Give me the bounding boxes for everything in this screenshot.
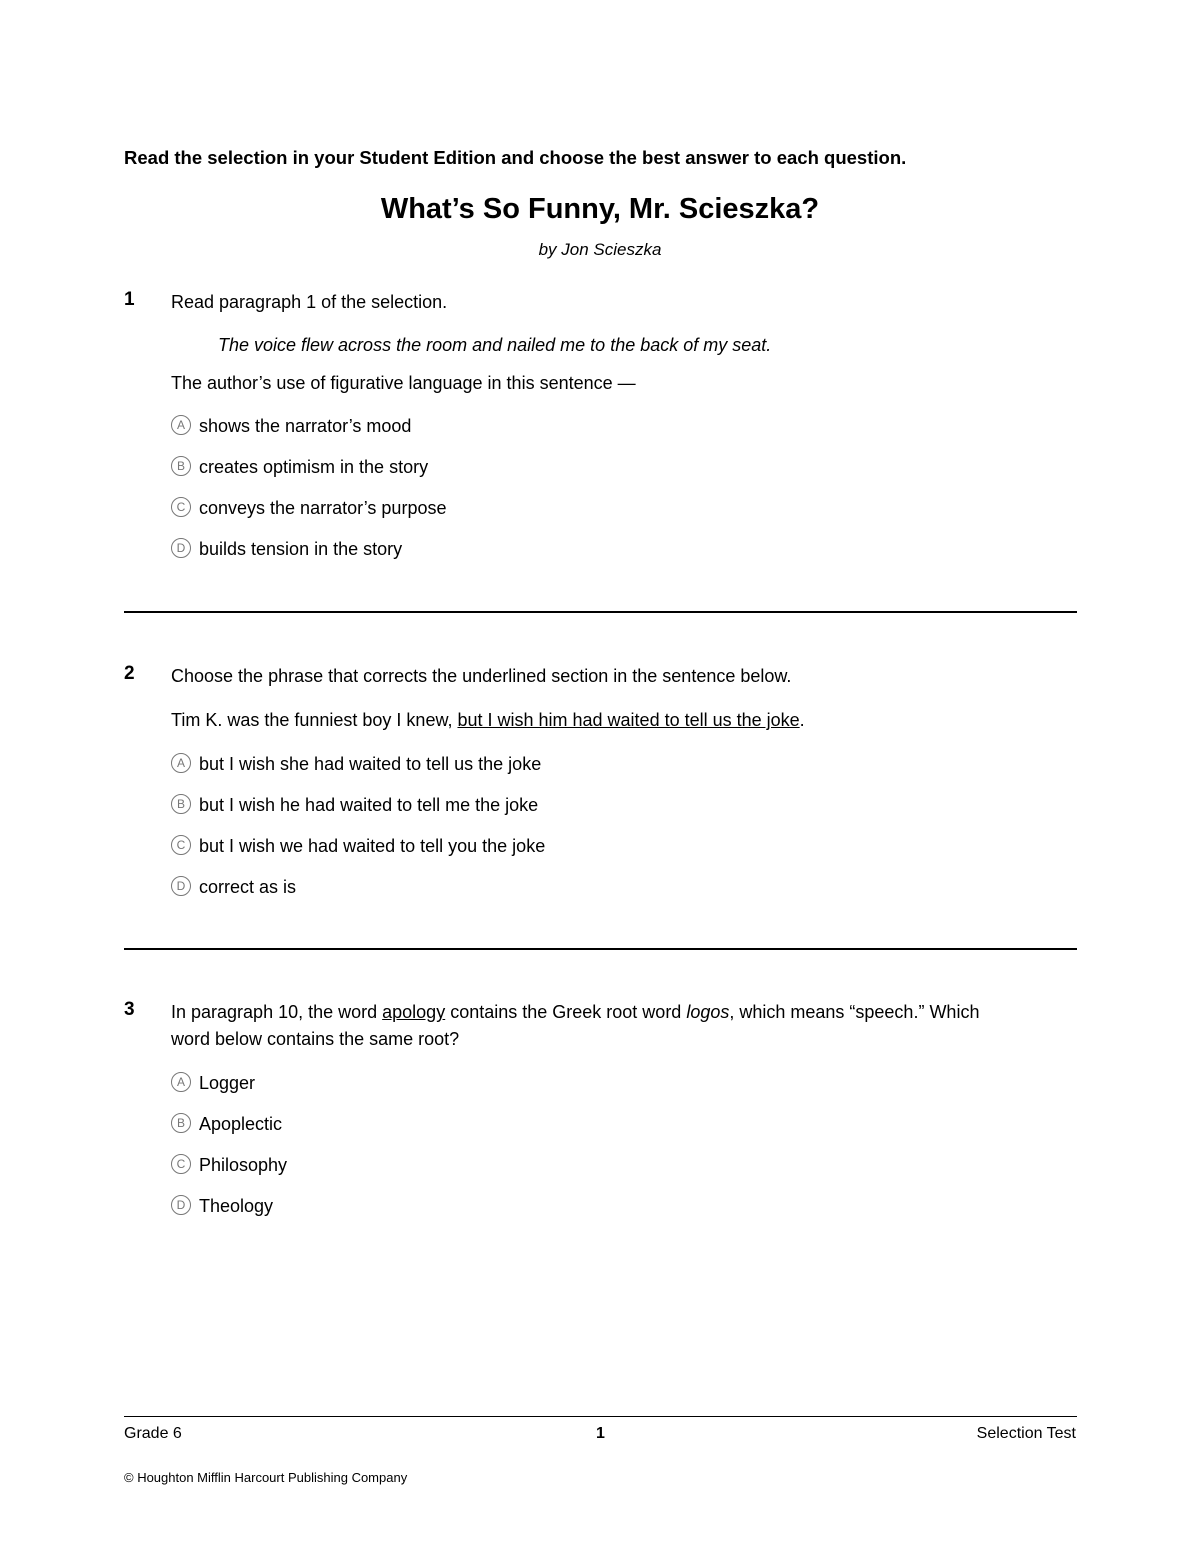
prompt-part: , which means “speech.” Which — [729, 1002, 980, 1022]
question-number: 3 — [124, 999, 135, 1020]
option-text: but I wish he had waited to tell me the joke — [199, 795, 539, 815]
prompt-part: In paragraph 10, the word — [171, 1002, 383, 1022]
option-text: but I wish she had waited to tell us the joke — [199, 754, 542, 774]
answer-option-a[interactable] — [171, 1070, 255, 1097]
italic-word: logos — [686, 1002, 730, 1022]
option-bubble-b[interactable]: B — [171, 456, 191, 476]
question-prompt: Choose the phrase that corrects the underlined section in the sentence below. — [171, 666, 792, 686]
answer-option-c[interactable] — [171, 495, 446, 522]
option-text: Theology — [199, 1196, 274, 1216]
option-bubble-d[interactable]: D — [171, 1195, 191, 1215]
question-number: 1 — [124, 289, 135, 310]
quoted-sentence: The voice flew across the room and nailed me to the back of my seat. — [218, 335, 772, 355]
answer-option-b[interactable] — [171, 792, 538, 819]
option-text: Apoplectic — [199, 1114, 283, 1134]
footer-grade: Grade 6 — [124, 1425, 182, 1442]
page-number: 1 — [596, 1425, 605, 1442]
section-divider — [124, 948, 1077, 950]
answer-option-c[interactable] — [171, 1152, 287, 1179]
prompt-part: contains the Greek root word — [445, 1002, 687, 1022]
footer-divider — [124, 1416, 1077, 1417]
option-bubble-d[interactable]: D — [171, 876, 191, 896]
option-bubble-a[interactable]: A — [171, 1072, 191, 1092]
option-bubble-a[interactable]: A — [171, 753, 191, 773]
option-text: creates optimism in the story — [199, 457, 429, 477]
answer-option-b[interactable] — [171, 1111, 282, 1138]
option-bubble-b[interactable]: B — [171, 794, 191, 814]
option-text: builds tension in the story — [199, 539, 403, 559]
section-divider — [124, 611, 1077, 613]
question-prompt — [171, 999, 979, 1026]
option-text: but I wish we had waited to tell you the joke — [199, 836, 546, 856]
question-number: 2 — [124, 663, 135, 684]
option-bubble-c[interactable]: C — [171, 1154, 191, 1174]
option-text: shows the narrator’s mood — [199, 416, 412, 436]
underlined-section: but I wish him had waited to tell us the joke — [457, 710, 800, 730]
answer-option-c[interactable] — [171, 833, 545, 860]
footer-test-type: Selection Test — [976, 1425, 1076, 1442]
page-title: What’s So Funny, Mr. Scieszka? — [380, 193, 820, 225]
question-stem: The author’s use of figurative language in this sentence — — [171, 373, 636, 393]
option-bubble-b[interactable]: B — [171, 1113, 191, 1133]
option-bubble-c[interactable]: C — [171, 835, 191, 855]
question-prompt-line-2: word below contains the same root? — [171, 1029, 460, 1049]
sentence-end: . — [799, 710, 805, 730]
option-bubble-a[interactable]: A — [171, 415, 191, 435]
option-text: correct as is — [199, 877, 297, 897]
copyright-notice: © Houghton Mifflin Harcourt Publishing Company — [124, 1470, 408, 1485]
option-bubble-c[interactable]: C — [171, 497, 191, 517]
option-bubble-d[interactable]: D — [171, 538, 191, 558]
answer-option-d[interactable] — [171, 536, 402, 563]
answer-option-d[interactable] — [171, 874, 296, 901]
byline: by Jon Scieszka — [538, 240, 662, 259]
option-text: Philosophy — [199, 1155, 288, 1175]
underlined-word: apology — [382, 1002, 446, 1022]
answer-option-a[interactable] — [171, 413, 411, 440]
instructions: Read the selection in your Student Edition and choose the best answer to each question. — [124, 147, 907, 168]
option-text: Logger — [199, 1073, 256, 1093]
answer-option-a[interactable] — [171, 751, 541, 778]
sample-sentence — [171, 707, 805, 734]
question-prompt: Read paragraph 1 of the selection. — [171, 292, 448, 312]
answer-option-b[interactable] — [171, 454, 428, 481]
answer-option-d[interactable] — [171, 1193, 273, 1220]
option-text: conveys the narrator’s purpose — [199, 498, 447, 518]
sentence-start: Tim K. was the funniest boy I knew, — [171, 710, 458, 730]
